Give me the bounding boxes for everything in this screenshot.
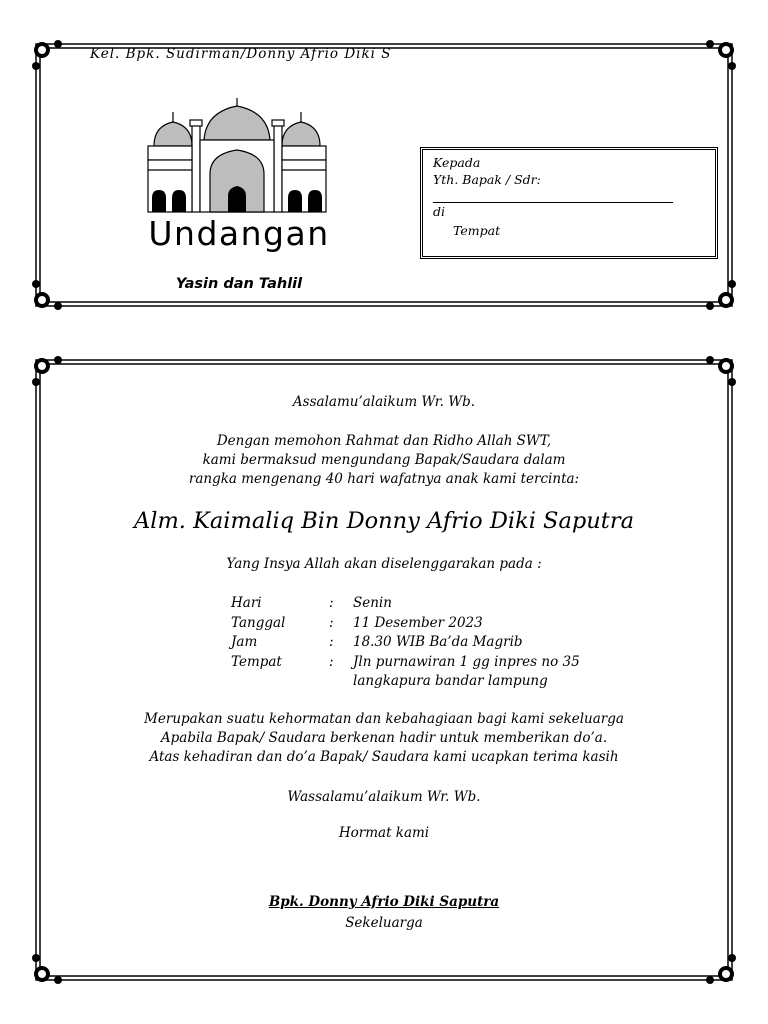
detail-label: [231, 672, 329, 692]
envelope-panel: [28, 36, 740, 314]
greeting: Assalamu’alaikum Wr. Wb.: [292, 394, 476, 410]
signer-name: Bpk. Donny Afrio Diki Saputra: [268, 894, 500, 910]
deceased-name: Alm. Kaimaliq Bin Donny Afrio Diki Saputra: [134, 508, 634, 534]
closing-line: Merupakan suatu kehormatan dan kebahagiaan bagi kami sekeluarga: [144, 711, 624, 727]
detail-separator: :: [329, 634, 334, 650]
detail-label: Jam: [231, 634, 258, 650]
letter-panel: [28, 352, 740, 988]
detail-row: [231, 633, 653, 653]
invitation-title: Undangan: [148, 214, 330, 253]
detail-separator: [329, 672, 353, 692]
intro-line: Dengan memohon Rahmat dan Ridho Allah SWT,: [216, 433, 552, 449]
signer-family: Sekeluarga: [345, 915, 423, 931]
intro-line: kami bermaksud mengundang Bapak/Saudara dalam: [202, 452, 566, 468]
intro-line: rangka mengenang 40 hari wafatnya anak kami tercinta:: [188, 471, 580, 487]
intro-paragraph: [68, 432, 700, 489]
closing-line: Apabila Bapak/ Saudara berkenan hadir untuk memberikan do’a.: [160, 730, 608, 746]
detail-label: Hari: [231, 595, 262, 611]
detail-row: [231, 653, 653, 673]
detail-value: langkapura bandar lampung: [353, 673, 548, 689]
closing-line: Atas kehadiran dan do’a Bapak/ Saudara kami ucapkan terima kasih: [149, 749, 619, 765]
schedule-intro: Yang Insya Allah akan diselenggarakan pada :: [226, 556, 542, 572]
address-box: [420, 147, 718, 259]
family-header: Kel. Bpk. Sudirman/Donny Afrio Diki S: [90, 46, 392, 62]
mosque-icon: [146, 98, 328, 216]
detail-row: [231, 672, 653, 692]
detail-value: Jln purnawiran 1 gg inpres no 35: [353, 653, 580, 670]
detail-row: [231, 594, 653, 614]
farewell: Wassalamu’alaikum Wr. Wb.: [287, 789, 481, 805]
address-to: Kepada: [433, 155, 481, 170]
detail-separator: :: [329, 614, 334, 631]
address-place: Tempat: [453, 223, 501, 238]
invitation-subtitle: Yasin dan Tahlil: [175, 276, 303, 292]
address-at: di: [433, 204, 445, 219]
detail-row: [231, 614, 653, 634]
detail-value: 11 Desember 2023: [353, 614, 483, 631]
regards: Hormat kami: [338, 825, 430, 841]
event-details: [231, 594, 653, 692]
detail-separator: :: [329, 653, 334, 670]
detail-separator: :: [329, 595, 334, 611]
address-blank-line: [433, 188, 673, 203]
closing-paragraph: [68, 710, 700, 767]
detail-value: 18.30 WIB Ba’da Magrib: [353, 634, 523, 650]
address-salutation: Yth. Bapak / Sdr:: [433, 172, 541, 187]
detail-label: Tanggal: [231, 614, 286, 631]
detail-value: Senin: [353, 595, 392, 611]
detail-label: Tempat: [231, 653, 282, 670]
